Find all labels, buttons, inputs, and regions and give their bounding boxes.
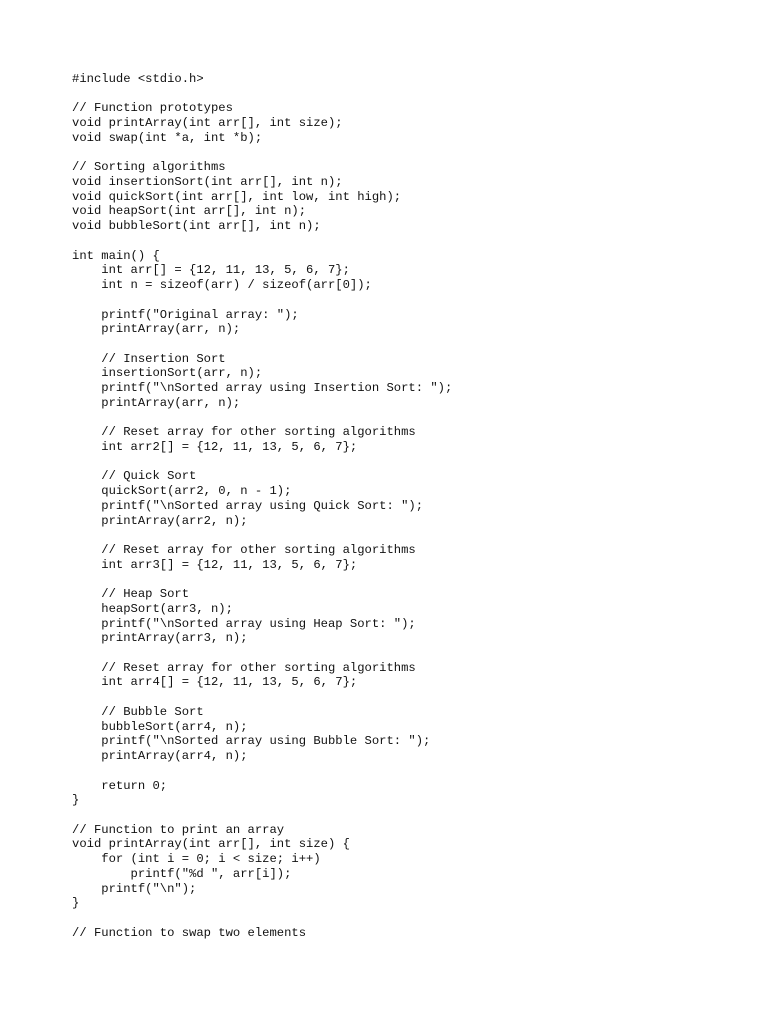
- code-line: }: [72, 896, 80, 911]
- code-line: printf("\nSorted array using Quick Sort: ");: [72, 498, 424, 513]
- code-line: // Insertion Sort: [72, 351, 226, 366]
- code-line: // Function prototypes: [72, 101, 233, 116]
- code-line: void bubbleSort(int arr[], int n);: [72, 219, 321, 234]
- code-line: printf("%d ", arr[i]);: [72, 866, 292, 881]
- code-line: int arr[] = {12, 11, 13, 5, 6, 7};: [72, 263, 350, 278]
- code-line: // Reset array for other sorting algorithms: [72, 425, 416, 440]
- code-line: printf("\nSorted array using Heap Sort: ");: [72, 616, 416, 631]
- code-line: void heapSort(int arr[], int n);: [72, 204, 307, 219]
- code-line: void quickSort(int arr[], int low, int high);: [72, 189, 402, 204]
- code-line: [72, 646, 452, 661]
- code-line: void swap(int *a, int *b);: [72, 130, 263, 145]
- code-line: void printArray(int arr[], int size);: [72, 116, 343, 131]
- code-line: [72, 764, 452, 779]
- code-line: [72, 337, 452, 352]
- code-line: int arr4[] = {12, 11, 13, 5, 6, 7};: [72, 675, 358, 690]
- code-line: printf("\n");: [72, 881, 197, 896]
- code-line: [72, 455, 452, 470]
- code-line: printf("Original array: ");: [72, 307, 299, 322]
- code-line: void printArray(int arr[], int size) {: [72, 837, 350, 852]
- code-line: return 0;: [72, 778, 168, 793]
- code-line: #include <stdio.h>: [72, 72, 204, 86]
- code-line: bubbleSort(arr4, n);: [72, 719, 248, 734]
- code-line: printf("\nSorted array using Insertion Sort: ");: [72, 381, 453, 396]
- code-line: // Reset array for other sorting algorithms: [72, 660, 416, 675]
- code-line: heapSort(arr3, n);: [72, 601, 233, 616]
- code-line: for (int i = 0; i < size; i++): [72, 852, 321, 867]
- code-line: int n = sizeof(arr) / sizeof(arr[0]);: [72, 278, 372, 293]
- code-line: // Heap Sort: [72, 587, 190, 602]
- code-line: printArray(arr2, n);: [72, 513, 248, 528]
- code-line: // Function to print an array: [72, 822, 285, 837]
- code-line: // Sorting algorithms: [72, 160, 226, 175]
- code-line: [72, 528, 452, 543]
- code-line: quickSort(arr2, 0, n - 1);: [72, 484, 292, 499]
- code-line: printf("\nSorted array using Bubble Sort: ");: [72, 734, 431, 749]
- code-line: }: [72, 793, 80, 808]
- code-line: // Quick Sort: [72, 469, 197, 484]
- code-line: [72, 572, 452, 587]
- code-line: printArray(arr, n);: [72, 395, 241, 410]
- code-line: printArray(arr, n);: [72, 322, 241, 337]
- code-line: insertionSort(arr, n);: [72, 366, 263, 381]
- code-line: [72, 808, 452, 823]
- code-line: // Reset array for other sorting algorithms: [72, 543, 416, 557]
- code-line: [72, 411, 452, 426]
- code-line: int arr3[] = {12, 11, 13, 5, 6, 7};: [72, 557, 358, 572]
- code-line: [72, 234, 452, 249]
- code-line: [72, 146, 452, 161]
- code-line: int arr2[] = {12, 11, 13, 5, 6, 7};: [72, 439, 358, 454]
- code-line: [72, 911, 452, 926]
- code-line: printArray(arr4, n);: [72, 749, 248, 764]
- code-line: int main() {: [72, 248, 160, 263]
- code-line: [72, 690, 452, 705]
- code-line: [72, 87, 452, 102]
- code-line: // Bubble Sort: [72, 704, 204, 719]
- code-line: void insertionSort(int arr[], int n);: [72, 175, 343, 190]
- code-line: // Function to swap two elements: [72, 925, 307, 940]
- code-line: printArray(arr3, n);: [72, 631, 248, 646]
- code-line: [72, 293, 452, 308]
- code-listing: [72, 72, 452, 940]
